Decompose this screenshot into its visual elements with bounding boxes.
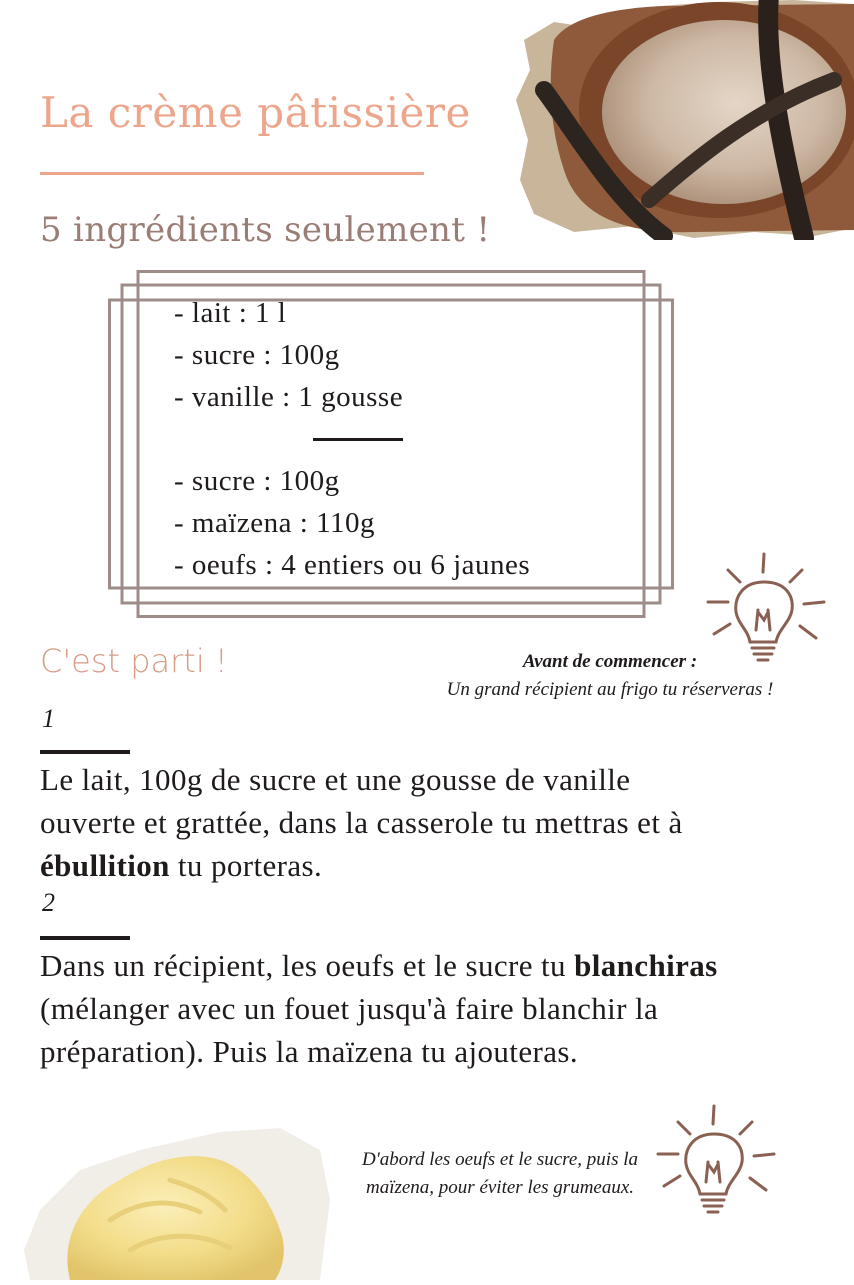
step-number: 1 — [42, 704, 55, 733]
tip-body: Un grand récipient au frigo tu réserveras ! — [446, 679, 774, 700]
section-heading: C'est parti ! — [40, 642, 228, 680]
ingredients-frame — [108, 270, 674, 618]
cream-photo — [20, 1120, 360, 1280]
step-keyword: blanchiras — [574, 948, 718, 983]
tip-before-start — [430, 648, 790, 704]
title-underline — [40, 172, 424, 175]
vanilla-sugar-photo — [514, 0, 854, 240]
step-underline — [40, 750, 130, 754]
ingredient-item: - sucre : 100g — [174, 465, 340, 497]
step-underline — [40, 936, 130, 940]
step-keyword: ébullition — [40, 848, 170, 883]
ingredient-group-divider — [313, 438, 403, 441]
ingredient-item: - maïzena : 110g — [174, 507, 375, 539]
subtitle: 5 ingrédients seulement ! — [40, 210, 491, 250]
ingredient-item: - lait : 1 l — [174, 297, 287, 329]
tip-avoid-lumps: D'abord les oeufs et le sucre, puis la maïzena, pour éviter les grumeaux. — [361, 1149, 638, 1198]
step-text — [40, 944, 730, 1073]
step-number: 2 — [42, 888, 55, 917]
lightbulb-icon — [650, 1102, 780, 1222]
page-title: La crème pâtissière — [40, 88, 471, 137]
tip-title: Avant de commencer : — [522, 651, 698, 672]
step-text-part: Dans un récipient, les oeufs et le sucre tu — [40, 948, 575, 983]
step-text-part: (mélanger avec un fouet jusqu'à faire blanchir la préparation). Puis la maïzena tu ajouteras. — [40, 991, 659, 1069]
step-text-part: tu porteras. — [169, 848, 323, 883]
ingredient-item: - vanille : 1 gousse — [174, 381, 404, 413]
step-text-part: Le lait, 100g de sucre et une gousse de vanille ouverte et grattée, dans la casserole tu mettras et à — [40, 762, 683, 840]
ingredient-item: - oeufs : 4 entiers ou 6 jaunes — [174, 549, 531, 581]
step-text — [40, 758, 730, 887]
ingredient-item: - sucre : 100g — [174, 339, 340, 371]
